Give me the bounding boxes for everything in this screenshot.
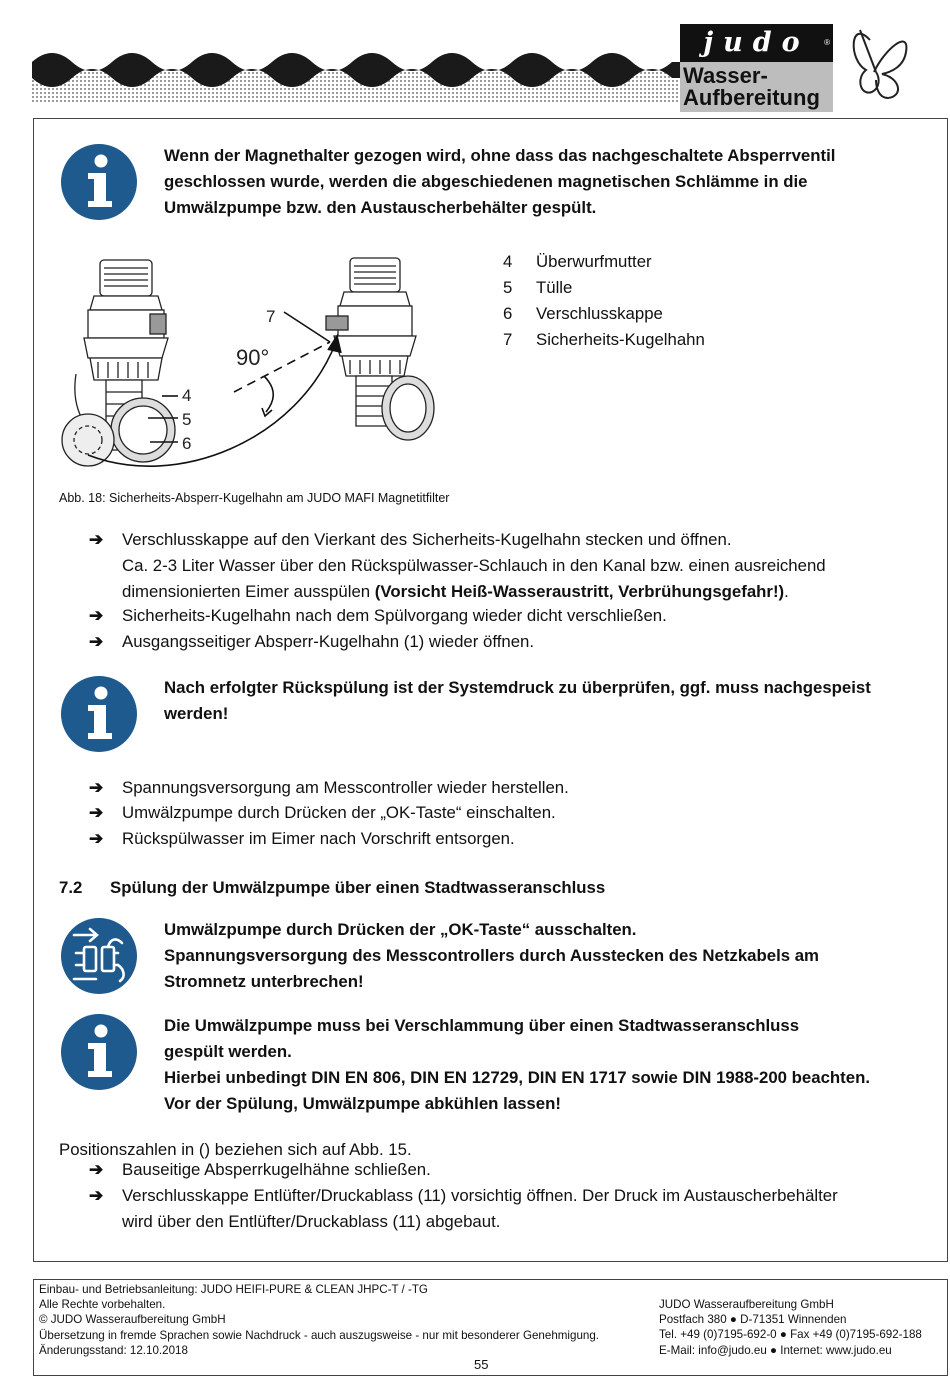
- judo-logo: judo ® Wasser- Aufbereitung: [680, 24, 833, 112]
- notice-flush-pump: Die Umwälzpumpe muss bei Verschlammung über einen Stadtwasseranschluss gespült werden. Hierbei unbedingt DIN EN 806, DIN EN 12729, DIN EN 1717 sowie DIN 1988-200 beachten. Vor der Spülung, Umwälzpumpe abkühlen lassen!: [164, 1016, 870, 1113]
- figure-label-6: 6: [182, 434, 192, 453]
- butterfly-icon: [854, 30, 907, 98]
- footer-right: JUDO Wasseraufbereitung GmbH Postfach 380 ● D-71351 Winnenden Tel. +49 (0)7195-692-0 ● Fax +49 (0)7195-692-188 E-Mail: info@judo.eu ● Internet: www.judo.eu: [659, 1298, 922, 1357]
- logo-line-2: Aufbereitung: [683, 85, 820, 110]
- notice-magnet-holder: Wenn der Magnethalter gezogen wird, ohne dass das nachgeschaltete Absperrventil geschlossen wurde, werden die abgeschiedenen magnetischen Schlämme in die Umwälzpumpe bzw. den Austauscherbehälter gespült.: [164, 146, 836, 217]
- section-number: 7.2: [59, 878, 83, 897]
- step-text: Bauseitige Absperrkugelhähne schließen.: [122, 1160, 431, 1179]
- page-number: 55: [474, 1357, 489, 1372]
- page-header: [0, 0, 950, 118]
- legend-item: 5 Tülle: [503, 278, 573, 297]
- figure-caption: Abb. 18: Sicherheits-Absperr-Kugelhahn am JUDO MAFI Magnetitfilter: [59, 491, 450, 505]
- page-footer: [33, 1279, 948, 1376]
- step-text: Ca. 2-3 Liter Wasser über den Rückspülwasser-Schlauch in den Kanal bzw. einen ausreichend: [122, 556, 826, 575]
- step-text: dimensionierten Eimer ausspülen (Vorsicht Heiß-Wasseraustritt, Verbrühungsgefahr!).: [122, 582, 789, 601]
- angle-label: 90°: [236, 345, 270, 370]
- right-arrow-icon: ➔: [89, 530, 104, 549]
- positions-note: Positionszahlen in () beziehen sich auf Abb. 15.: [59, 1140, 412, 1159]
- step-text: Verschlusskappe auf den Vierkant des Sicherheits-Kugelhahn stecken und öffnen.: [122, 530, 732, 549]
- step-text: wird über den Entlüfter/Druckablass (11) abgebaut.: [122, 1212, 501, 1231]
- figure-label-7: 7: [266, 307, 276, 326]
- valve-left-drawing: [62, 260, 175, 466]
- figure-ball-valve: [58, 250, 458, 475]
- legend-item: 6 Verschlusskappe: [503, 304, 663, 323]
- notice-system-pressure: Nach erfolgter Rückspülung ist der Systemdruck zu überprüfen, ggf. muss nachgespeist werden!: [164, 678, 871, 723]
- figure-label-5: 5: [182, 410, 192, 429]
- right-arrow-icon: ➔: [89, 1186, 104, 1205]
- step-text: Verschlusskappe Entlüfter/Druckablass (11) vorsichtig öffnen. Der Druck im Austauscherbehälter: [122, 1186, 838, 1205]
- legend-item: 4 Überwurfmutter: [503, 252, 652, 271]
- footer-left: Einbau- und Betriebsanleitung: JUDO HEIFI-PURE & CLEAN JHPC-T / -TG Alle Rechte vorbehalten. © JUDO Wasseraufbereitung GmbH Übersetzung in fremde Sprachen sowie Nachdruck - auch auszugsweise - nur mit besonderer Genehmigung. Änderungsstand: 12.10.2018: [39, 1283, 600, 1357]
- step-text: Ausgangsseitiger Absperr-Kugelhahn (1) wieder öffnen.: [122, 632, 535, 651]
- step-text: Sicherheits-Kugelhahn nach dem Spülvorgang wieder dicht verschließen.: [122, 606, 667, 625]
- legend-item: 7 Sicherheits-Kugelhahn: [503, 330, 705, 349]
- logo-line-1: Wasser-: [683, 63, 768, 88]
- figure-label-4: 4: [182, 386, 192, 405]
- info-icon: [60, 1013, 138, 1091]
- step-text: Umwälzpumpe durch Drücken der „OK-Taste“ einschalten.: [122, 803, 556, 822]
- info-icon: [60, 675, 138, 753]
- right-arrow-icon: ➔: [89, 829, 104, 848]
- notice-switch-off-pump: Umwälzpumpe durch Drücken der „OK-Taste“ ausschalten. Spannungsversorgung des Messcontrollers durch Ausstecken des Netzkabels am Stromnetz unterbrechen!: [164, 920, 819, 991]
- right-arrow-icon: ➔: [89, 803, 104, 822]
- right-arrow-icon: ➔: [89, 778, 104, 797]
- right-arrow-icon: ➔: [89, 632, 104, 651]
- section-title: Spülung der Umwälzpumpe über einen Stadtwasseranschluss: [110, 878, 606, 897]
- unplug-mains-icon: [60, 917, 138, 995]
- logo-brand: judo: [703, 27, 810, 58]
- step-text: Rückspülwasser im Eimer nach Vorschrift entsorgen.: [122, 829, 515, 848]
- valve-right-drawing: [326, 258, 434, 440]
- info-icon: [60, 143, 138, 221]
- right-arrow-icon: ➔: [89, 606, 104, 625]
- step-text: Spannungsversorgung am Messcontroller wieder herstellen.: [122, 778, 569, 797]
- right-arrow-icon: ➔: [89, 1160, 104, 1179]
